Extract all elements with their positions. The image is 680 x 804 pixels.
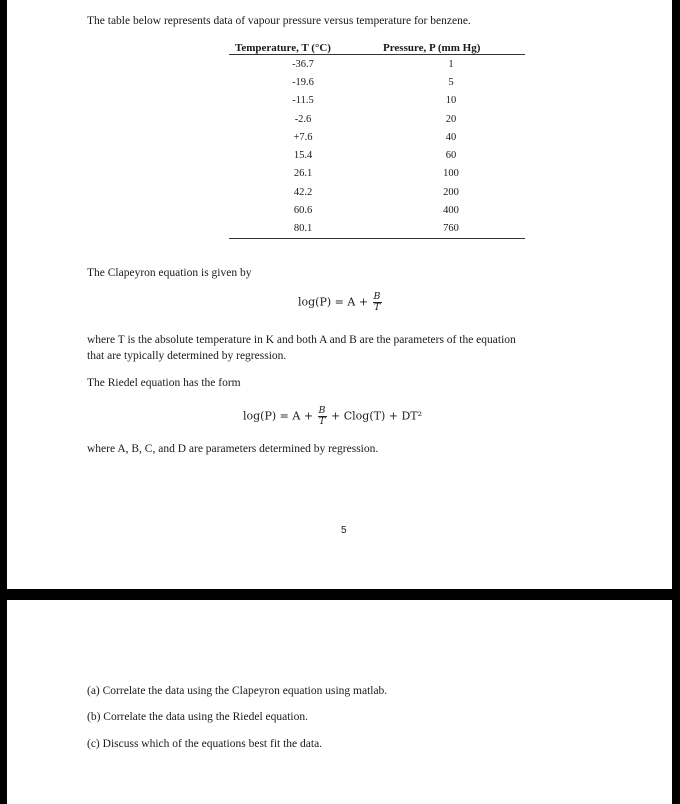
pressure-cell: 20 (445, 113, 457, 125)
eq2-rhs: + Clog(T) + DT² (331, 409, 423, 423)
header-temperature: Temperature, T (°C) (229, 42, 377, 55)
intro-text: The table below represents data of vapour pressure versus temperature for benzene. (87, 15, 471, 27)
temperature-cell: 26.1 (293, 168, 313, 180)
eq2-denominator: T (318, 416, 326, 427)
question-a: (a) Correlate the data using the Clapeyron equation using matlab. (87, 685, 388, 697)
table-row (229, 55, 525, 74)
temperature-cell: -11.5 (292, 95, 314, 107)
riedel-intro: The Riedel equation has the form (87, 377, 241, 389)
header-pressure: Pressure, P (mm Hg) (377, 42, 525, 55)
where1-line1: where T is the absolute temperature in K and both A and B are the parameters of the equation (87, 334, 516, 346)
where1-line2: that are typically determined by regression. (87, 350, 287, 362)
vapour-pressure-table (229, 42, 525, 239)
eq1-numerator: B (373, 291, 381, 302)
eq1-denominator: T (373, 302, 381, 313)
pressure-cell: 760 (377, 220, 525, 239)
question-b: (b) Correlate the data using the Riedel equation. (87, 711, 308, 723)
table-header-row (229, 42, 525, 55)
clapeyron-equation (298, 292, 383, 313)
pressure-cell: 40 (445, 131, 457, 143)
table-row (229, 73, 525, 91)
clapeyron-intro: The Clapeyron equation is given by (87, 267, 252, 279)
temperature-cell: +7.6 (293, 131, 313, 143)
table-row (229, 110, 525, 128)
temperature-cell: 42.2 (293, 186, 313, 198)
table-row (229, 92, 525, 110)
question-c: (c) Discuss which of the equations best fit the data. (87, 738, 323, 750)
temperature-cell: 15.4 (293, 150, 313, 162)
page-number: 5 (341, 525, 347, 536)
riedel-equation (243, 406, 422, 427)
pressure-cell: 60 (445, 150, 457, 162)
temperature-cell: -2.6 (294, 113, 312, 125)
pressure-cell: 10 (445, 95, 457, 107)
table-row (229, 201, 525, 219)
eq2-numerator: B (318, 405, 326, 416)
pressure-cell: 400 (443, 205, 459, 217)
eq2-fraction (318, 406, 327, 427)
eq2-lhs: log(P) = A + (243, 409, 314, 423)
pressure-cell: 1 (448, 58, 454, 70)
table-row (229, 220, 525, 239)
table-row (229, 165, 525, 183)
pressure-cell: 200 (443, 186, 459, 198)
table-row (229, 146, 525, 164)
document-page-1 (7, 0, 672, 589)
eq1-fraction (373, 292, 382, 313)
pressure-cell: 100 (443, 168, 459, 180)
where2-text: where A, B, C, and D are parameters determined by regression. (87, 443, 379, 455)
temperature-cell: -19.6 (292, 76, 314, 88)
temperature-cell: -36.7 (292, 58, 314, 70)
temperature-cell: 80.1 (229, 220, 377, 239)
eq1-lhs: log(P) = A + (298, 295, 369, 309)
table-row (229, 183, 525, 201)
temperature-cell: 60.6 (293, 205, 313, 217)
table-row (229, 128, 525, 146)
document-page-2 (7, 600, 672, 804)
pressure-cell: 5 (448, 76, 454, 88)
